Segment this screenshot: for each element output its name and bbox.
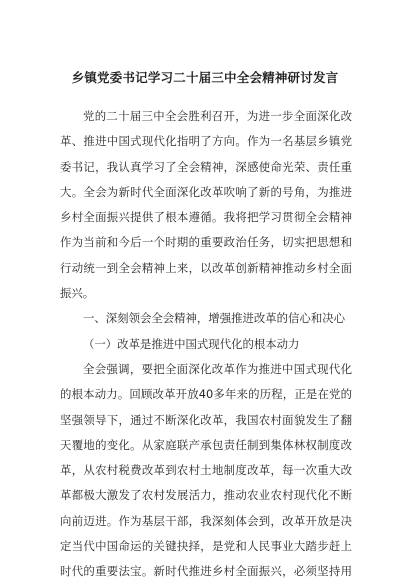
body-line: 天覆地的变化。从家庭联产承包责任制到集体林权制度改 bbox=[60, 437, 352, 452]
body-line: 作为当前和今后一个时期的重要政治任务，切实把思想和 bbox=[60, 235, 352, 250]
body-line: 坚强领导下，通过不断深化改革，我国农村面貌发生了翻 bbox=[60, 412, 352, 427]
body-line: 委书记，我认真学习了全会精神，深感使命光荣、责任重 bbox=[60, 159, 352, 174]
document-title: 乡镇党委书记学习二十届三中全会精神研讨发言 bbox=[71, 70, 339, 85]
section-heading: 一、深刻领会全会精神，增强推进改革的信心和决心 bbox=[83, 311, 345, 326]
body-line: 革，从农村税费改革到农村土地制度改革，每一次重大改 bbox=[60, 463, 352, 478]
subsection-heading: （一）改革是推进中国式现代化的根本动力 bbox=[83, 336, 300, 351]
body-line: 革、推进中国式现代化指明了方向。作为一名基层乡镇党 bbox=[60, 134, 352, 149]
body-line: 振兴。 bbox=[60, 286, 95, 301]
body-line: 全会强调，要把全面深化改革作为推进中国式现代化 bbox=[83, 361, 352, 376]
body-line: 革都极大激发了农村发展活力，推动农业农村现代化不断 bbox=[60, 488, 352, 503]
body-line: 乡村全面振兴提供了根本遵循。我将把学习贯彻全会精神 bbox=[60, 210, 352, 225]
body-line: 向前迈进。作为基层干部，我深刻体会到，改革开放是决 bbox=[60, 513, 352, 528]
body-line: 大。全会为新时代全面深化改革吹响了新的号角，为推进 bbox=[60, 184, 352, 199]
body-line: 的根本动力。回顾改革开放40多年来的历程，正是在党的 bbox=[60, 387, 352, 402]
body-line: 行动统一到全会精神上来，以改革创新精神推动乡村全面 bbox=[60, 260, 352, 275]
body-line: 定当代中国命运的关键抉择，是党和人民事业大踏步赶上 bbox=[60, 539, 352, 554]
body-line: 时代的重要法宝。新时代推进乡村全面振兴，必须坚持用 bbox=[60, 564, 352, 579]
document-body bbox=[60, 104, 352, 585]
body-line: 党的二十届三中全会胜利召开，为进一步全面深化改 bbox=[83, 109, 352, 123]
